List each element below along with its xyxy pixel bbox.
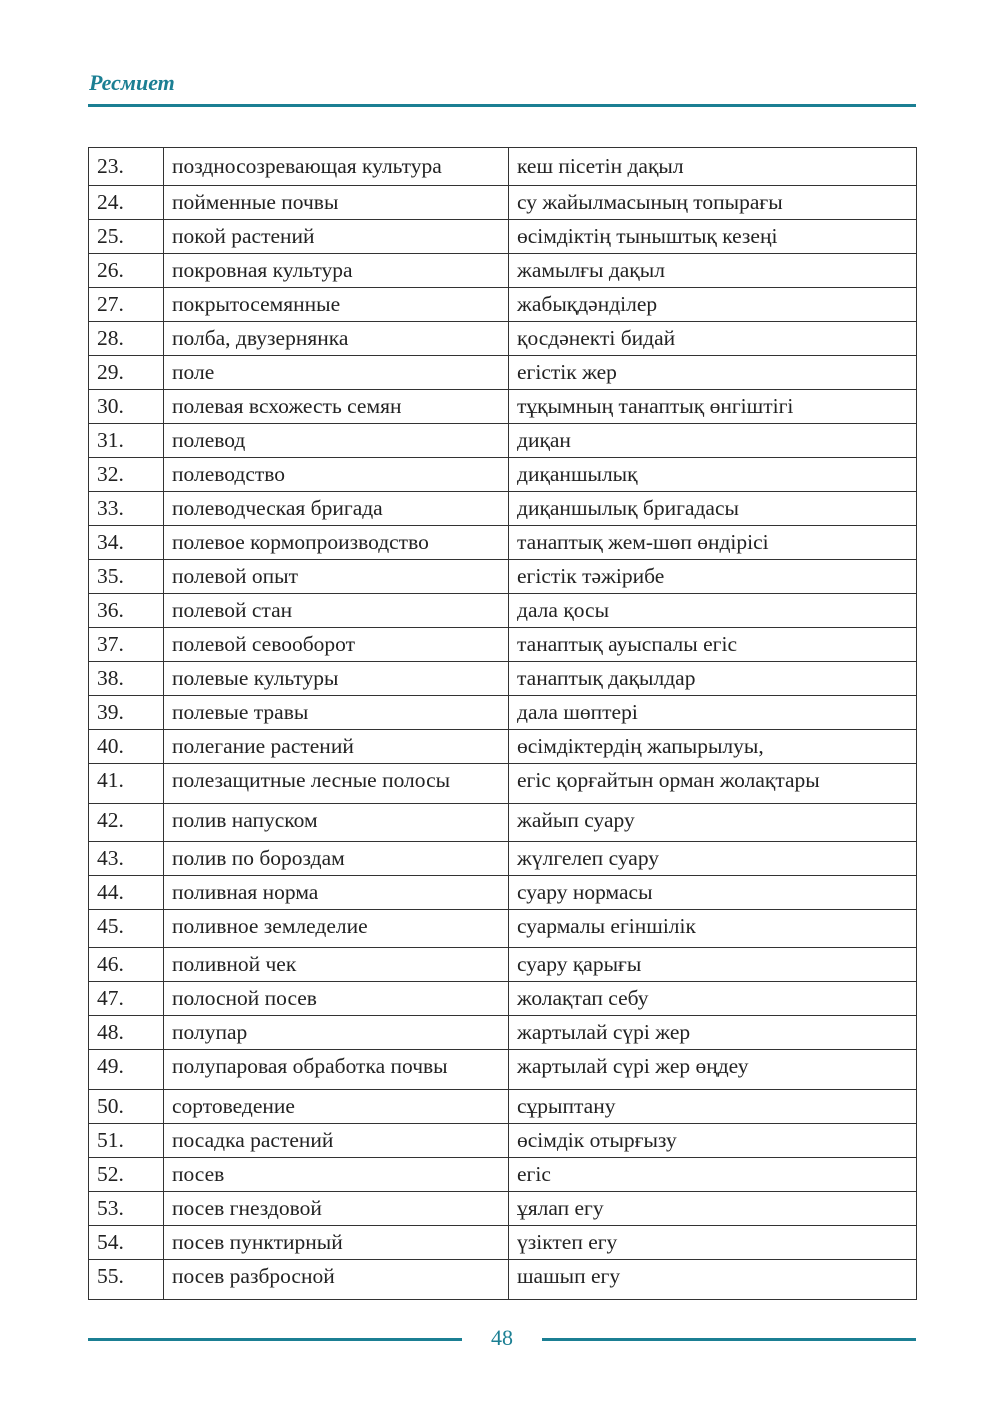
russian-term: полевые культуры	[164, 662, 509, 696]
russian-term: посев пунктирный	[164, 1226, 509, 1260]
table-row	[89, 356, 917, 390]
kazakh-term: шашып егу	[509, 1260, 917, 1300]
kazakh-term: жамылғы дақыл	[509, 254, 917, 288]
entry-number: 50.	[89, 1090, 164, 1124]
table-row	[89, 492, 917, 526]
table-row	[89, 1090, 917, 1124]
russian-term: сортоведение	[164, 1090, 509, 1124]
kazakh-term: сұрыптану	[509, 1090, 917, 1124]
russian-term: полегание растений	[164, 730, 509, 764]
table-row	[89, 288, 917, 322]
entry-number: 39.	[89, 696, 164, 730]
kazakh-term: жайып суару	[509, 804, 917, 842]
table-row	[89, 948, 917, 982]
entry-number: 29.	[89, 356, 164, 390]
kazakh-term: суармалы егіншілік	[509, 910, 917, 948]
entry-number: 47.	[89, 982, 164, 1016]
table-row	[89, 1260, 917, 1300]
footer-rule-right	[542, 1338, 916, 1341]
kazakh-term: танаптық дақылдар	[509, 662, 917, 696]
table-row	[89, 876, 917, 910]
table-row	[89, 628, 917, 662]
entry-number: 36.	[89, 594, 164, 628]
entry-number: 28.	[89, 322, 164, 356]
entry-number: 30.	[89, 390, 164, 424]
russian-term: покой растений	[164, 220, 509, 254]
table-row	[89, 910, 917, 948]
table-row	[89, 526, 917, 560]
table-row	[89, 254, 917, 288]
russian-term: посев гнездовой	[164, 1192, 509, 1226]
russian-term: полосной посев	[164, 982, 509, 1016]
kazakh-term: қосдәнекті бидай	[509, 322, 917, 356]
entry-number: 43.	[89, 842, 164, 876]
kazakh-term: егістік тәжірибе	[509, 560, 917, 594]
table-row	[89, 390, 917, 424]
glossary-table	[88, 147, 917, 1300]
entry-number: 31.	[89, 424, 164, 458]
entry-number: 23.	[89, 148, 164, 186]
russian-term: полба, двузернянка	[164, 322, 509, 356]
russian-term: посев	[164, 1158, 509, 1192]
glossary-body	[89, 148, 917, 1300]
entry-number: 49.	[89, 1050, 164, 1090]
table-row	[89, 186, 917, 220]
table-row	[89, 1050, 917, 1090]
russian-term: полевые травы	[164, 696, 509, 730]
russian-term: полевой опыт	[164, 560, 509, 594]
kazakh-term: суару қарығы	[509, 948, 917, 982]
russian-term: поливное земледелие	[164, 910, 509, 948]
running-head-title: Ресмиет	[89, 70, 175, 95]
entry-number: 45.	[89, 910, 164, 948]
table-row	[89, 842, 917, 876]
entry-number: 35.	[89, 560, 164, 594]
russian-term: поливной чек	[164, 948, 509, 982]
russian-term: полупаровая обработка почвы	[164, 1050, 509, 1090]
entry-number: 34.	[89, 526, 164, 560]
kazakh-term: егістік жер	[509, 356, 917, 390]
kazakh-term: дала қосы	[509, 594, 917, 628]
entry-number: 46.	[89, 948, 164, 982]
kazakh-term: дала шөптері	[509, 696, 917, 730]
russian-term: поле	[164, 356, 509, 390]
kazakh-term: диқан	[509, 424, 917, 458]
table-row	[89, 1124, 917, 1158]
entry-number: 27.	[89, 288, 164, 322]
table-row	[89, 1192, 917, 1226]
entry-number: 51.	[89, 1124, 164, 1158]
kazakh-term: ұялап егу	[509, 1192, 917, 1226]
kazakh-term: өсімдіктердің жапырылуы,	[509, 730, 917, 764]
entry-number: 38.	[89, 662, 164, 696]
entry-number: 24.	[89, 186, 164, 220]
entry-number: 41.	[89, 764, 164, 804]
kazakh-term: диқаншылық	[509, 458, 917, 492]
kazakh-term: жолақтап себу	[509, 982, 917, 1016]
kazakh-term: кеш пісетін дақыл	[509, 148, 917, 186]
table-row	[89, 982, 917, 1016]
entry-number: 44.	[89, 876, 164, 910]
russian-term: полив напуском	[164, 804, 509, 842]
kazakh-term: тұқымның танаптық өнгіштігі	[509, 390, 917, 424]
table-row	[89, 764, 917, 804]
russian-term: посев разбросной	[164, 1260, 509, 1300]
russian-term: полеводство	[164, 458, 509, 492]
kazakh-term: үзіктеп егу	[509, 1226, 917, 1260]
table-row	[89, 696, 917, 730]
kazakh-term: диқаншылық бригадасы	[509, 492, 917, 526]
kazakh-term: өсімдіктің тыныштық кезеңі	[509, 220, 917, 254]
table-row	[89, 730, 917, 764]
kazakh-term: танаптық жем-шөп өндірісі	[509, 526, 917, 560]
entry-number: 52.	[89, 1158, 164, 1192]
russian-term: посадка растений	[164, 1124, 509, 1158]
table-row	[89, 148, 917, 186]
table-row	[89, 804, 917, 842]
russian-term: покрытосемянные	[164, 288, 509, 322]
kazakh-term: егіс қорғайтын орман жолақтары	[509, 764, 917, 804]
table-row	[89, 220, 917, 254]
kazakh-term: жартылай сүрі жер өңдеу	[509, 1050, 917, 1090]
russian-term: поливная норма	[164, 876, 509, 910]
entry-number: 25.	[89, 220, 164, 254]
entry-number: 32.	[89, 458, 164, 492]
kazakh-term: суару нормасы	[509, 876, 917, 910]
entry-number: 40.	[89, 730, 164, 764]
russian-term: полевое кормопроизводство	[164, 526, 509, 560]
entry-number: 37.	[89, 628, 164, 662]
page-number: 48	[491, 1325, 513, 1350]
russian-term: полевой севооборот	[164, 628, 509, 662]
russian-term: поздносозревающая культура	[164, 148, 509, 186]
kazakh-term: жабықдәнділер	[509, 288, 917, 322]
russian-term: полевая всхожесть семян	[164, 390, 509, 424]
table-row	[89, 424, 917, 458]
russian-term: полив по бороздам	[164, 842, 509, 876]
russian-term: полеводческая бригада	[164, 492, 509, 526]
russian-term: полевод	[164, 424, 509, 458]
kazakh-term: танаптық ауыспалы егіс	[509, 628, 917, 662]
table-row	[89, 458, 917, 492]
table-row	[89, 1226, 917, 1260]
table-row	[89, 560, 917, 594]
table-row	[89, 322, 917, 356]
russian-term: полевой стан	[164, 594, 509, 628]
entry-number: 53.	[89, 1192, 164, 1226]
table-row	[89, 662, 917, 696]
russian-term: пойменные почвы	[164, 186, 509, 220]
header-rule	[88, 104, 916, 107]
table-row	[89, 1016, 917, 1050]
entry-number: 48.	[89, 1016, 164, 1050]
entry-number: 55.	[89, 1260, 164, 1300]
table-row	[89, 1158, 917, 1192]
kazakh-term: өсімдік отырғызу	[509, 1124, 917, 1158]
kazakh-term: жүлгелеп суару	[509, 842, 917, 876]
entry-number: 42.	[89, 804, 164, 842]
russian-term: полезащитные лесные полосы	[164, 764, 509, 804]
kazakh-term: егіс	[509, 1158, 917, 1192]
entry-number: 54.	[89, 1226, 164, 1260]
entry-number: 33.	[89, 492, 164, 526]
russian-term: покровная культура	[164, 254, 509, 288]
page-footer	[88, 1325, 916, 1361]
table-row	[89, 594, 917, 628]
russian-term: полупар	[164, 1016, 509, 1050]
kazakh-term: жартылай сүрі жер	[509, 1016, 917, 1050]
kazakh-term: су жайылмасының топырағы	[509, 186, 917, 220]
entry-number: 26.	[89, 254, 164, 288]
